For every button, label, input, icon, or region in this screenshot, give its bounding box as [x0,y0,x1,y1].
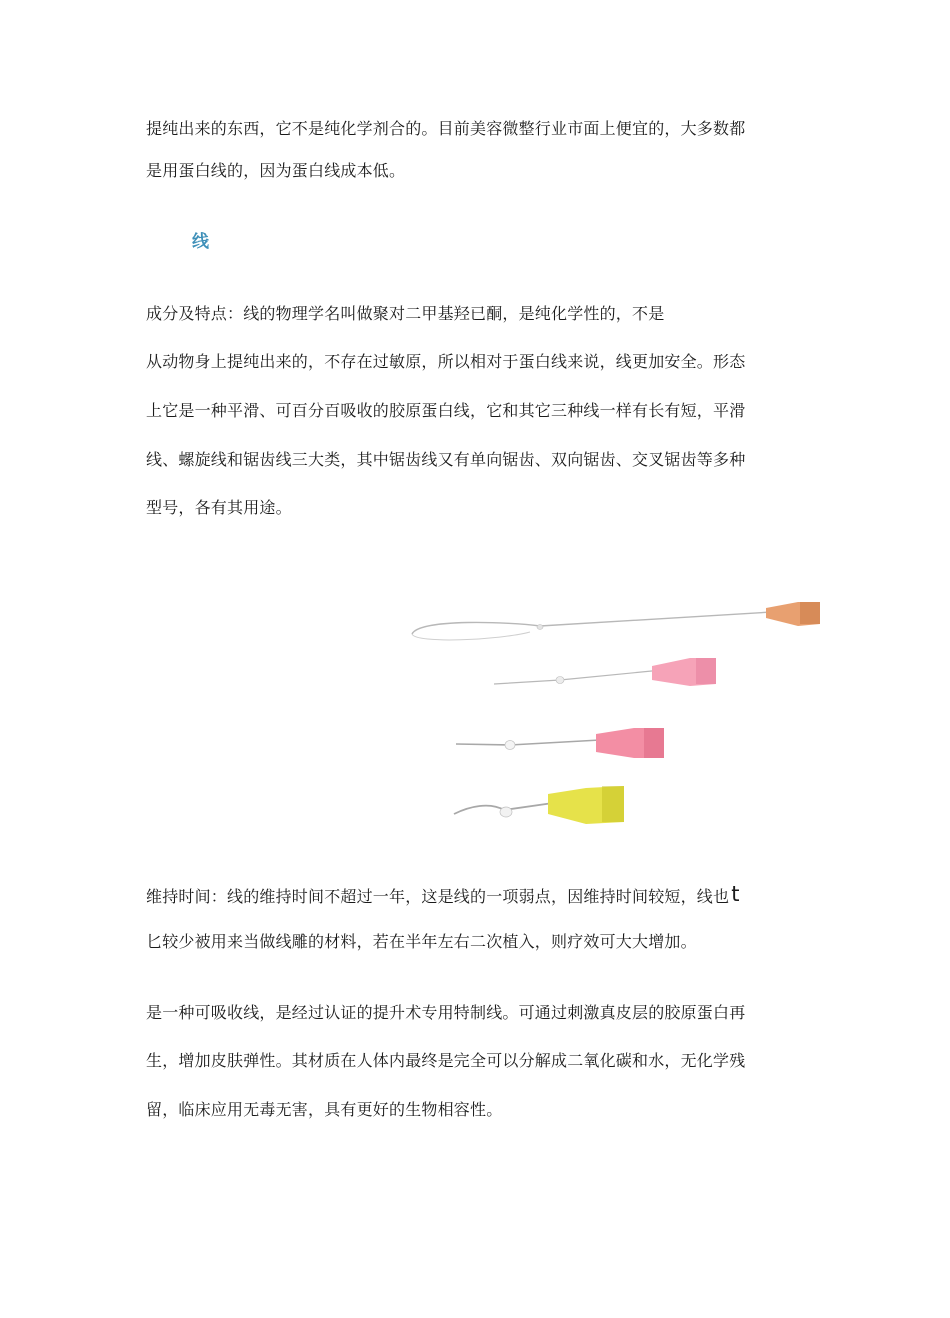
paragraph-2-line-4: 线、螺旋线和锯齿线三大类，其中锯齿线又有单向锯齿、双向锯齿、交叉锯齿等多种 [146,450,746,469]
paragraph-1-line-2: 是用蛋白线的，因为蛋白线成本低。 [146,161,406,180]
needle-figure [400,588,830,848]
paragraph-3-line-1-tail: t [731,882,740,906]
paragraph-3-line-1-text: 维持时间：线的维持时间不超过一年，这是线的一项弱点，因维持时间较短，线也 [146,887,730,906]
paragraph-2-line-1: 成分及特点：线的物理学名叫做聚对二甲基羟已酮，是纯化学性的，不是 [146,304,665,323]
section-heading: 线 [192,232,209,252]
paragraph-3-line-1 [146,883,740,908]
paragraph-4-line-1: 是一种可吸收线，是经过认证的提升术专用特制线。可通过刺激真皮层的胶原蛋白再 [146,1003,746,1022]
paragraph-2-line-2: 从动物身上提纯出来的，不存在过敏原，所以相对于蛋白线来说，线更加安全。形态 [146,352,746,371]
paragraph-4-line-3: 留，临床应用无毒无害，具有更好的生物相容性。 [146,1100,503,1119]
paragraph-3-line-2: 匕较少被用来当做线雕的材料，若在半年左右二次植入，则疗效可大大增加。 [146,932,697,951]
needle-2 [494,658,716,686]
needle-1 [412,602,820,640]
needle-4 [454,786,624,824]
needle-3 [456,728,664,758]
paragraph-2-line-3: 上它是一种平滑、可百分百吸收的胶原蛋白线，它和其它三种线一样有长有短，平滑 [146,401,746,420]
paragraph-4-line-2: 生，增加皮肤弹性。其材质在人体内最终是完全可以分解成二氧化碳和水，无化学残 [146,1051,746,1070]
paragraph-2-line-5: 型号，各有其用途。 [146,498,292,517]
paragraph-1-line-1: 提纯出来的东西，它不是纯化学剂合的。目前美容微整行业市面上便宜的，大多数都 [146,119,746,138]
